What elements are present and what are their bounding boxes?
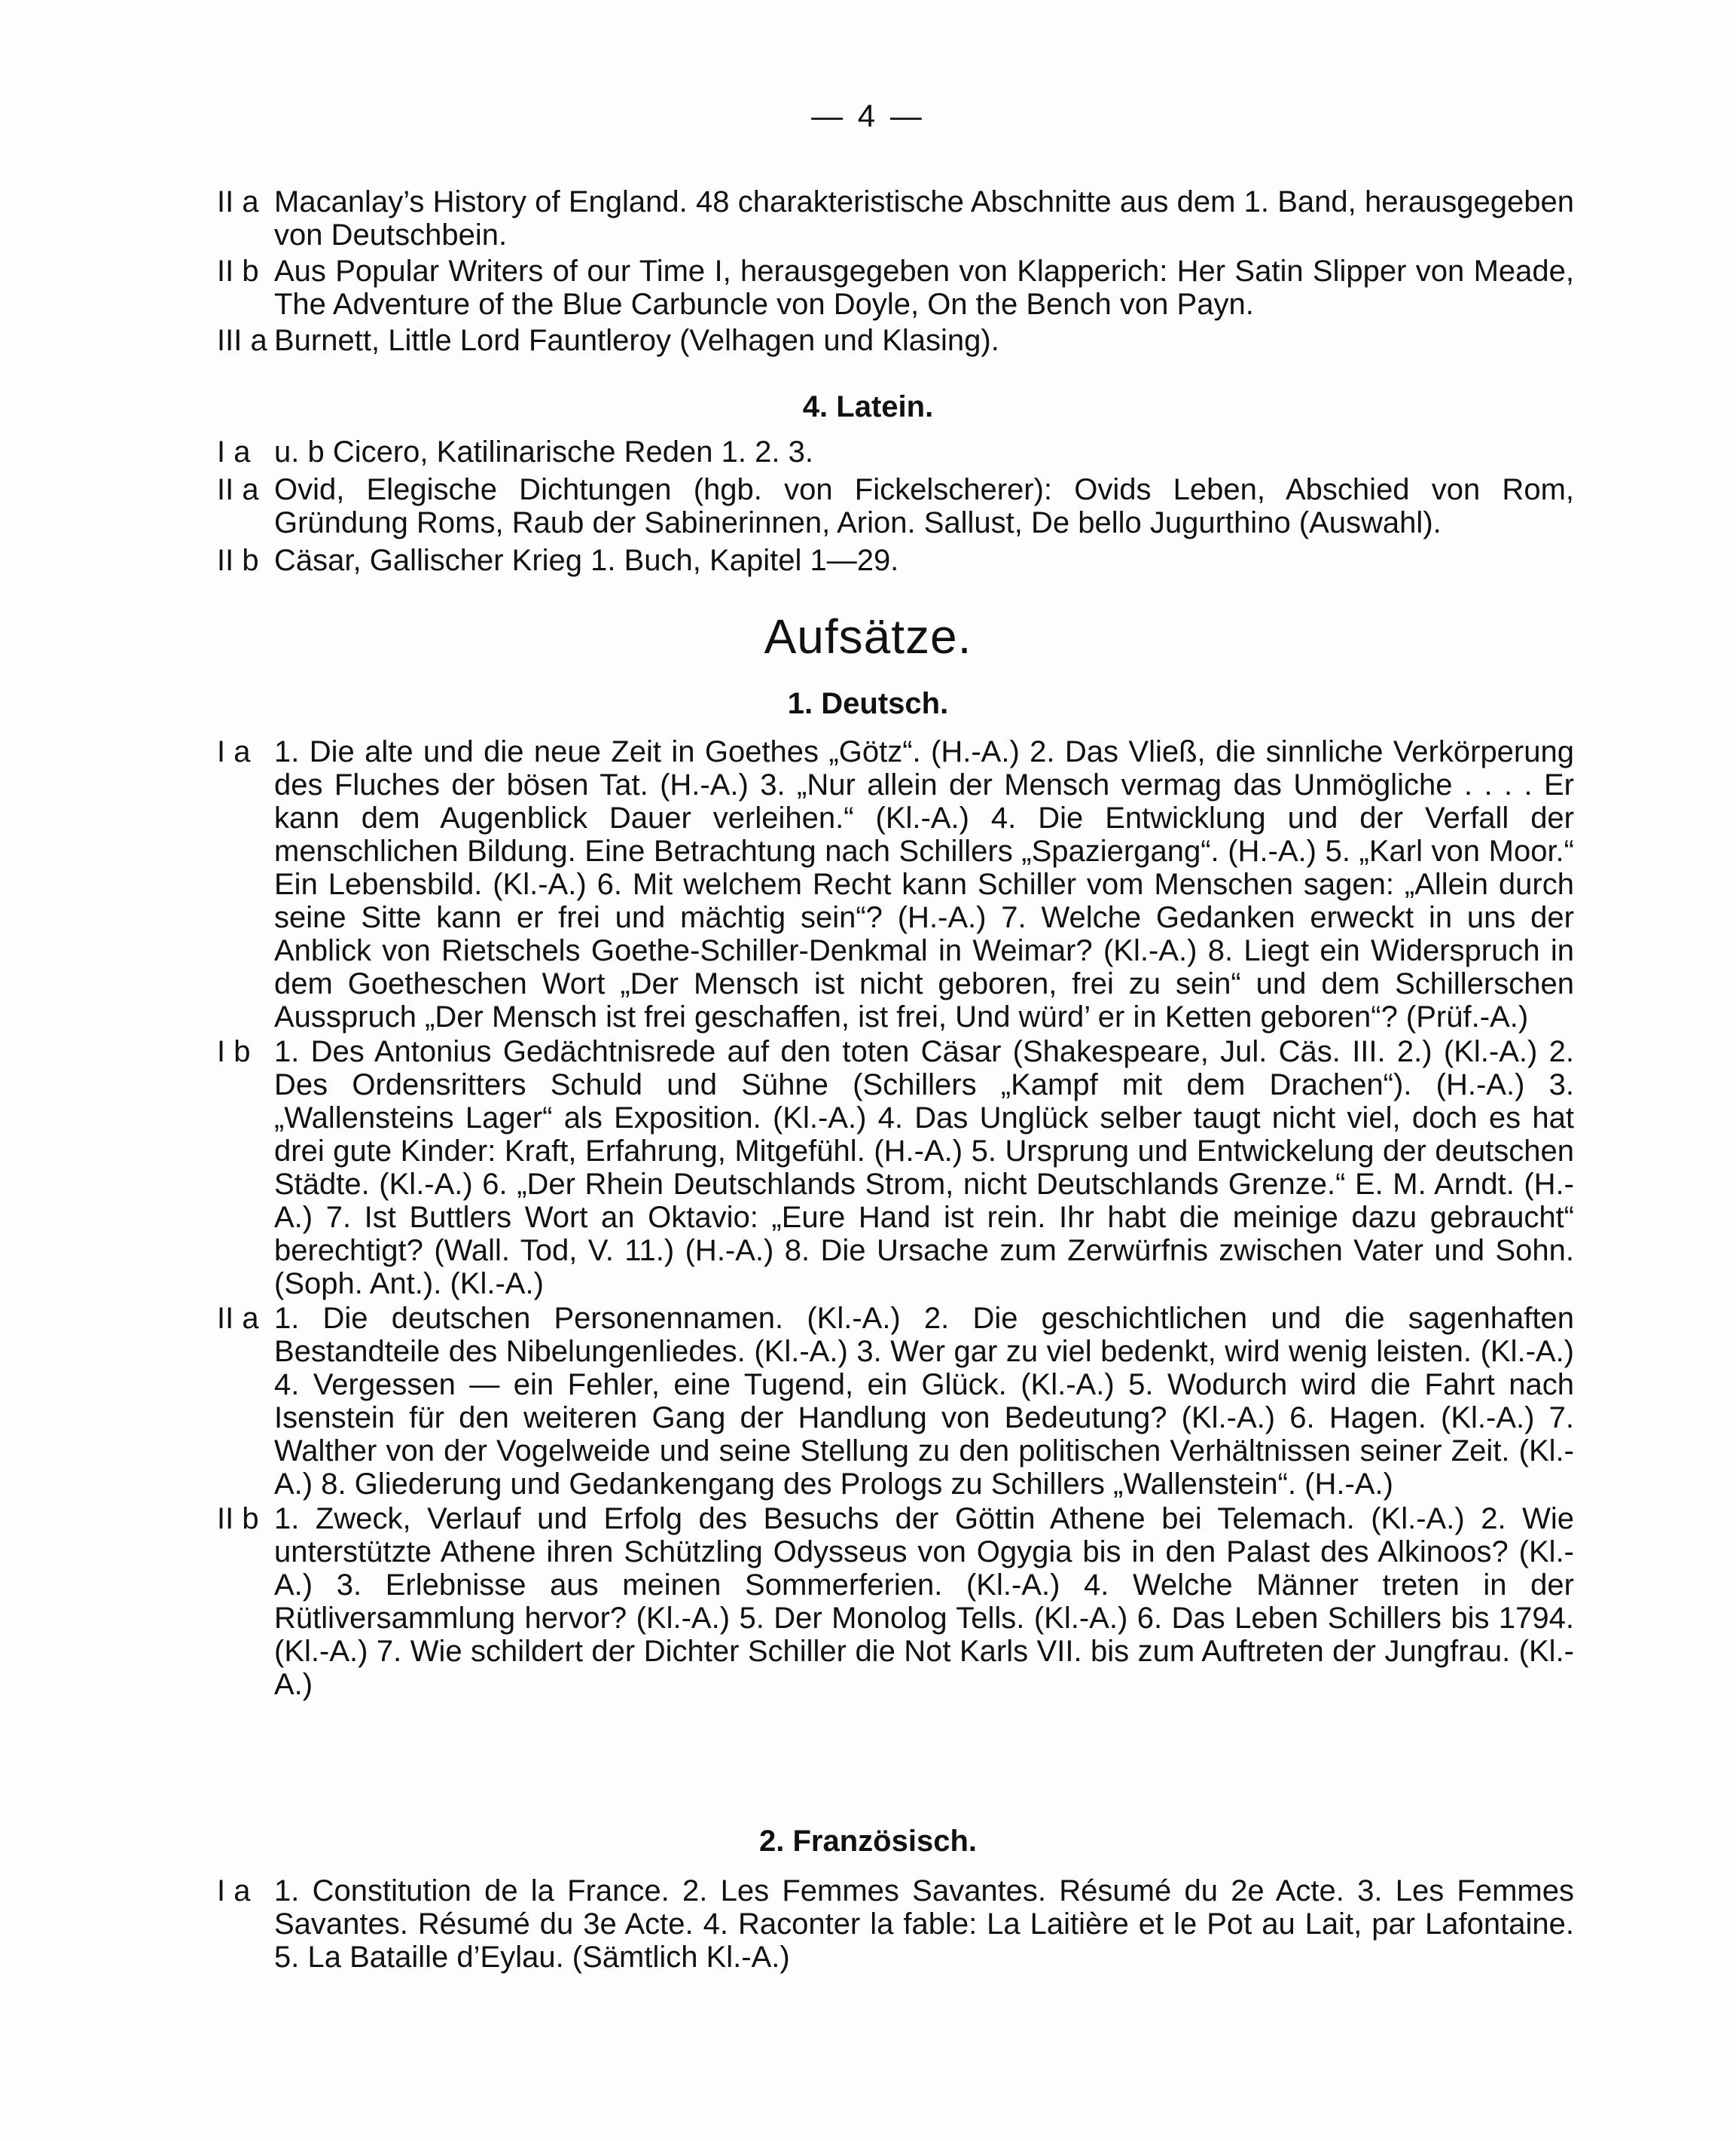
- entry-text: Aus Popular Writers of our Time I, herausgegeben von Klapperich: Her Satin Slipper von Meade, The Adventure of the Blue Carbuncle von Doyle, On the Bench von Payn.: [274, 255, 1574, 321]
- class-label: I a: [217, 1874, 251, 1907]
- entry-text: Burnett, Little Lord Fauntleroy (Velhagen und Klasing).: [274, 324, 999, 357]
- class-label: II b: [217, 1502, 259, 1535]
- entry-text: 1. Die alte und die neue Zeit in Goethes „Götz“. (H.-A.) 2. Das Vließ, die sinnliche Verkörperung des Fluches der bösen Tat. (H.-A.) 3. „Nur allein der Mensch vermag das Unmögliche . . . . Er kann dem Augenblick Dauer verleihen.“ (Kl.-A.) 4. Die Entwicklung und der Verfall der menschlichen Bildung. Eine Betrachtung nach Schillers „Spaziergang“. (H.-A.) 5. „Karl von Moor.“ Ein Lebensbild. (Kl.-A.) 6. Mit welchem Recht kann Schiller vom Menschen sagen: „Allein durch seine Sitte kann er frei und mächtig sein“? (H.-A.) 7. Welche Gedanken erweckt in uns der Anblick von Rietschels Goethe-Schiller-Denkmal in Weimar? (Kl.-A.) 8. Liegt ein Widerspruch in dem Goetheschen Wort „Der Mensch ist nicht geboren, frei zu sein“ und dem Schillerschen Ausspruch „Der Mensch ist frei geschaffen, ist frei, Und würd’ er in Ketten geboren“? (Prüf.-A.): [274, 735, 1574, 1034]
- entry-english-IIb: [218, 255, 1574, 321]
- entry-english-IIa: [218, 185, 1574, 252]
- entry-text: Ovid, Elegische Dichtungen (hgb. von Fickelscherer): Ovids Leben, Abschied von Rom, Gründung Roms, Raub der Sabinerinnen, Arion. Sallust, De bello Jugurthino (Auswahl).: [274, 473, 1574, 539]
- entry-deutsch-Ib: [218, 1035, 1574, 1300]
- entry-latein-Ia: [218, 435, 1574, 469]
- entry-english-IIIa: [218, 324, 1574, 357]
- entry-franzoesisch-Ia: [218, 1874, 1574, 1974]
- class-label: II a: [217, 185, 259, 218]
- class-label: II b: [217, 544, 259, 577]
- section-heading-franzoesisch: 2. Französisch.: [759, 1825, 977, 1858]
- entry-text: 1. Constitution de la France. 2. Les Femmes Savantes. Résumé du 2e Acte. 3. Les Femmes Savantes. Résumé du 3e Acte. 4. Raconter la fable: La Laitière et le Pot au Lait, par Lafontaine. 5. La Bataille d’Eylau. (Sämtlich Kl.-A.): [274, 1874, 1574, 1974]
- entry-deutsch-IIa: [218, 1302, 1574, 1501]
- class-label: I a: [217, 435, 251, 469]
- section-heading-latein: 4. Latein.: [802, 390, 934, 423]
- entry-latein-IIb: [218, 544, 1574, 577]
- entry-deutsch-IIb: [218, 1502, 1574, 1701]
- entry-latein-IIa: [218, 473, 1574, 539]
- class-label: II b: [217, 255, 259, 288]
- class-label: I a: [217, 735, 251, 768]
- class-label: II a: [217, 1302, 259, 1335]
- english-readings: [218, 185, 1574, 357]
- section-heading-deutsch: 1. Deutsch.: [787, 687, 949, 720]
- class-label: III a: [217, 324, 267, 357]
- page-number: — 4 —: [811, 98, 925, 133]
- entry-text: 1. Des Antonius Gedächtnisrede auf den toten Cäsar (Shakespeare, Jul. Cäs. III. 2.) (Kl.-A.) 2. Des Ordensritters Schuld und Sühne (Schillers „Kampf mit dem Drachen“). (H.-A.) 3. „Wallensteins Lager“ als Exposition. (Kl.-A.) 4. Das Unglück selber taugt nicht viel, doch es hat drei gute Kinder: Kraft, Erfahrung, Mitgefühl. (H.-A.) 5. Ursprung und Entwickelung der deutschen Städte. (Kl.-A.) 6. „Der Rhein Deutschlands Strom, nicht Deutschlands Grenze.“ E. M. Arndt. (H.-A.) 7. Ist Buttlers Wort an Oktavio: „Eure Hand ist rein. Ihr habt die meinige dazu gebraucht“ berechtigt? (Wall. Tod, V. 11.) (H.-A.) 8. Die Ursache zum Zerwürfnis zwischen Vater und Sohn. (Soph. Ant.). (Kl.-A.): [274, 1035, 1574, 1300]
- entry-text: Cäsar, Gallischer Krieg 1. Buch, Kapitel 1—29.: [274, 544, 899, 577]
- entry-text: 1. Die deutschen Personennamen. (Kl.-A.) 2. Die geschichtlichen und die sagenhaften Bestandteile des Nibelungenliedes. (Kl.-A.) 3. Wer gar zu viel bedenkt, wird wenig leisten. (Kl.-A.) 4. Vergessen — ein Fehler, eine Tugend, ein Glück. (Kl.-A.) 5. Wodurch wird die Fahrt nach Isenstein für den weiteren Gang der Handlung von Bedeutung? (Kl.-A.) 6. Hagen. (Kl.-A.) 7. Walther von der Vogelweide und seine Stellung zu den politischen Verhältnissen seiner Zeit. (Kl.-A.) 8. Gliederung und Gedankengang des Prologs zu Schillers „Wallenstein“. (H.-A.): [274, 1302, 1574, 1501]
- aufsaetze-title: Aufsätze.: [764, 609, 972, 664]
- entry-deutsch-Ia: [218, 735, 1574, 1034]
- latein-readings: [218, 435, 1574, 577]
- franzoesisch-essays: [218, 1874, 1574, 1974]
- class-label: I b: [217, 1035, 251, 1068]
- deutsch-essays: [218, 735, 1574, 1701]
- entry-text: 1. Zweck, Verlauf und Erfolg des Besuchs der Göttin Athene bei Telemach. (Kl.-A.) 2. Wie unterstützte Athene ihren Schützling Odysseus von Ogygia bis in den Palast des Alkinoos? (Kl.-A.) 3. Erlebnisse aus meinen Sommerferien. (Kl.-A.) 4. Welche Männer treten in der Rütliversammlung hervor? (Kl.-A.) 5. Der Monolog Tells. (Kl.-A.) 6. Das Leben Schillers bis 1794. (Kl.-A.) 7. Wie schildert der Dichter Schiller die Not Karls VII. bis zum Auftreten der Jungfrau. (Kl.-A.): [274, 1502, 1574, 1701]
- entry-text: u. b Cicero, Katilinarische Reden 1. 2. 3.: [274, 435, 813, 469]
- entry-text: Macanlay’s History of England. 48 charakteristische Abschnitte aus dem 1. Band, herausgegeben von Deutschbein.: [274, 185, 1574, 252]
- class-label: II a: [217, 473, 259, 506]
